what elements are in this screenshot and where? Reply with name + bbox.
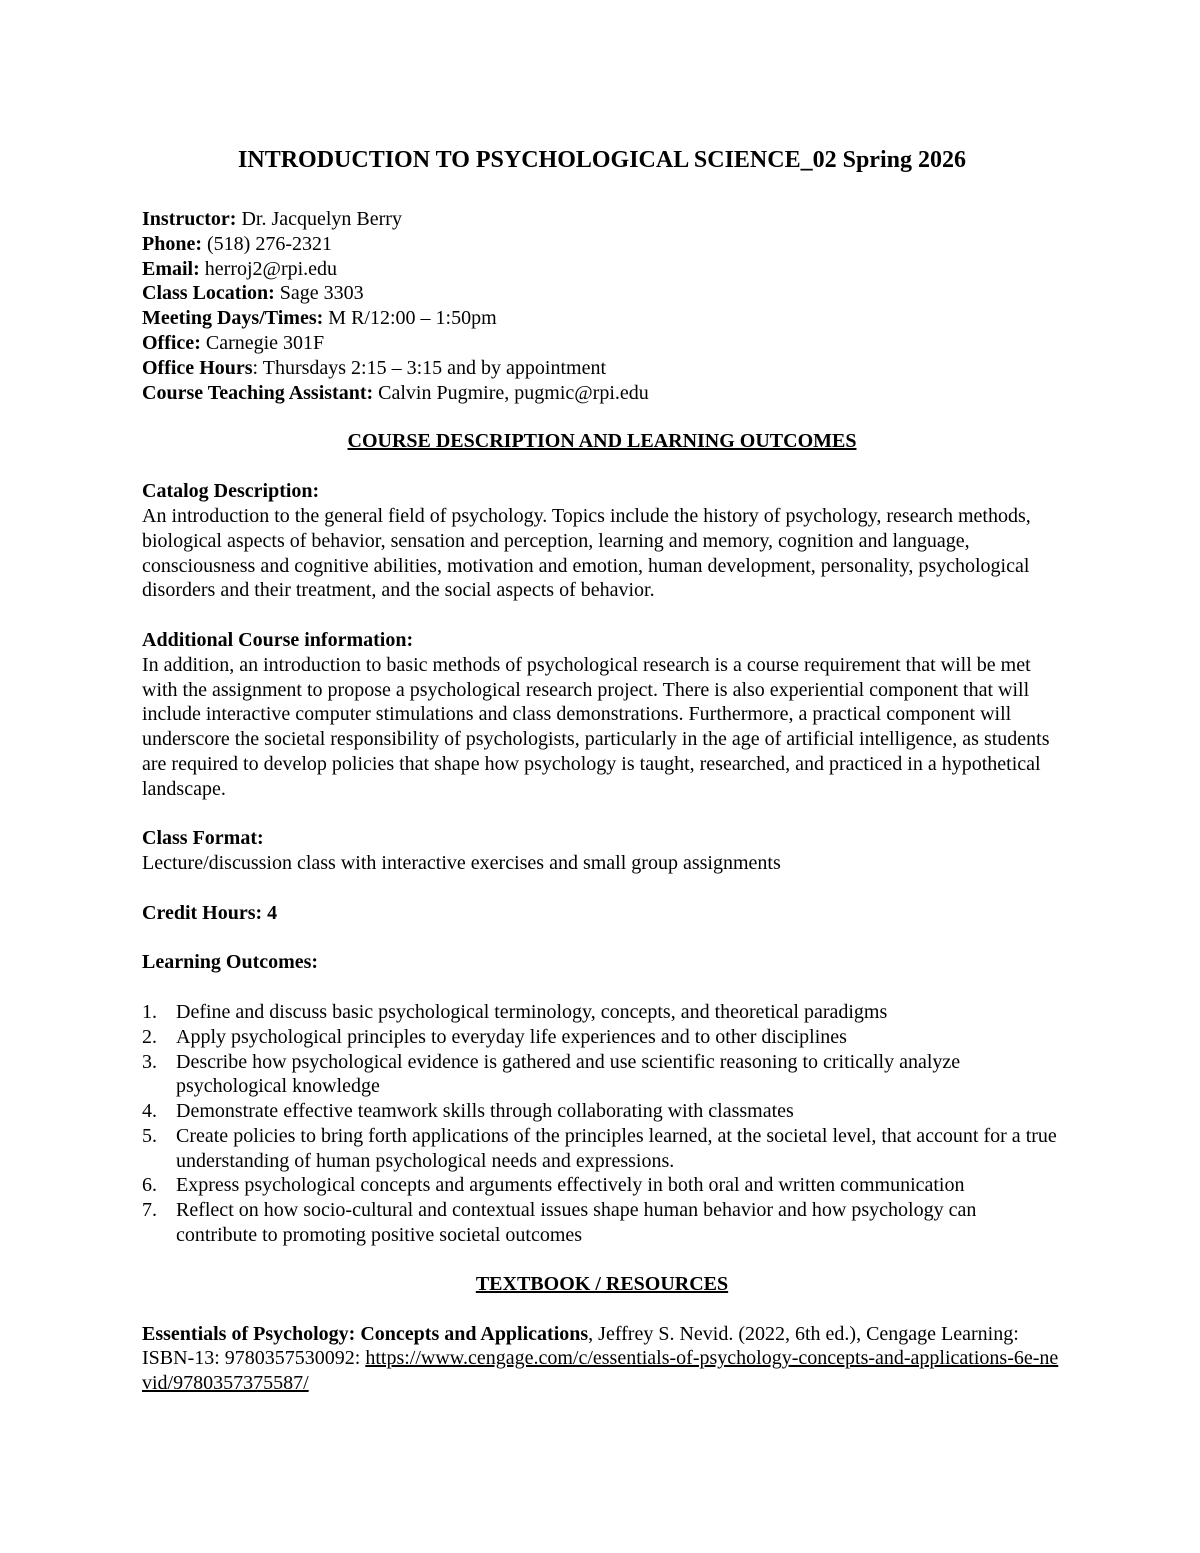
list-item-number: 4. [142, 1100, 157, 1123]
textbook-link[interactable]: https://www.cengage.com/c/essentials-of-psychology-concepts-and-applications-6e-nevid/9780357375587/ [142, 1347, 1059, 1395]
additional-info-text: In addition, an introduction to basic methods of psychological research is a course requirement that will be met with the assignment to propose a psychological research project. There is also experiential component that will include interactive computer stimulations and class demonstrations. Furthermore, a practical component will underscore the societal responsibility of psychologists, particularly in the age of artificial intelligence, as students are required to develop policies that shape how psychology is taught, researched, and practiced in a hypothetical landscape. [142, 653, 1050, 800]
class-location-line [142, 281, 1062, 306]
office-label: Office: [142, 331, 201, 354]
class-location-label: Class Location: [142, 282, 275, 305]
list-item-text: Apply psychological principles to everyday life experiences and to other disciplines [176, 1025, 847, 1048]
list-item-text: Reflect on how socio-cultural and contextual issues shape human behavior and how psychology can contribute to promoting positive societal outcomes [176, 1199, 977, 1247]
class-format-text: Lecture/discussion class with interactive exercises and small group assignments [142, 852, 781, 875]
learning-outcomes-list [142, 1000, 1062, 1248]
office-hours-line [142, 356, 1062, 381]
instructor-line [142, 207, 1062, 232]
catalog-description-block [142, 479, 1062, 603]
meeting-times-value: M R/12:00 – 1:50pm [323, 307, 497, 330]
phone-line [142, 232, 1062, 257]
instructor-value: Dr. Jacquelyn Berry [236, 208, 402, 230]
textbook-heading: TEXTBOOK / RESOURCES [475, 1272, 729, 1295]
teaching-assistant-label: Course Teaching Assistant: [142, 381, 374, 404]
textbook-title: Essentials of Psychology: Concepts and Applications [142, 1322, 589, 1345]
list-item [142, 1198, 1062, 1248]
phone-label: Phone: [142, 232, 202, 255]
meeting-times-label: Meeting Days/Times: [142, 307, 324, 330]
catalog-description-heading: Catalog Description: [142, 480, 320, 503]
list-item-number: 3. [142, 1050, 157, 1073]
page-title: INTRODUCTION TO PSYCHOLOGICAL SCIENCE_02 Spring 2026 [238, 147, 966, 173]
email-label: Email: [142, 257, 200, 280]
list-item-text: Demonstrate effective teamwork skills through collaborating with classmates [176, 1100, 794, 1123]
list-item-text: Create policies to bring forth applications of the principles learned, at the societal level, that account for a true understanding of human psychological needs and expressions. [176, 1124, 1057, 1172]
phone-value: (518) 276-2321 [202, 232, 332, 255]
course-info-block [142, 207, 1062, 405]
office-hours-value: : Thursdays 2:15 – 3:15 and by appointment [252, 356, 607, 379]
office-value: Carnegie 301F [200, 331, 325, 354]
list-item-text: Express psychological concepts and arguments effectively in both oral and written communication [176, 1174, 965, 1197]
list-item [142, 1000, 1062, 1025]
list-item [142, 1099, 1062, 1124]
textbook-details: , Jeffrey S. Nevid. (2022, 6th ed.), Cengage Learning: ISBN-13: 9780357530092: [142, 1322, 1019, 1370]
list-item-number: 1. [142, 1000, 157, 1023]
list-item [142, 1025, 1062, 1050]
course-description-heading: COURSE DESCRIPTION AND LEARNING OUTCOMES [347, 430, 857, 453]
additional-info-heading: Additional Course information: [142, 628, 414, 651]
additional-info-block [142, 628, 1062, 802]
list-item [142, 1124, 1062, 1174]
teaching-assistant-line [142, 381, 1062, 406]
email-line [142, 257, 1062, 282]
catalog-description-text: An introduction to the general field of psychology. Topics include the history of psychology, research methods, biological aspects of behavior, sensation and perception, learning and memory, cognition and language, consciousness and cognitive abilities, motivation and emotion, human development, personality, psychological disorders and their treatment, and the social aspects of behavior. [142, 504, 1031, 602]
list-item-number: 5. [142, 1124, 157, 1147]
office-line [142, 331, 1062, 356]
list-item-text: Describe how psychological evidence is gathered and use scientific reasoning to critically analyze psychological knowledge [176, 1050, 961, 1098]
class-format-block [142, 826, 1062, 876]
meeting-times-line [142, 306, 1062, 331]
teaching-assistant-value: Calvin Pugmire, pugmic@rpi.edu [373, 381, 649, 404]
credit-hours: Credit Hours: 4 [142, 901, 278, 924]
learning-outcomes-heading: Learning Outcomes: [142, 951, 319, 974]
document-content [142, 146, 1062, 1396]
textbook-entry [142, 1322, 1062, 1396]
list-item-text: Define and discuss basic psychological terminology, concepts, and theoretical paradigms [176, 1000, 888, 1023]
list-item [142, 1173, 1062, 1198]
office-hours-label: Office Hours [142, 356, 253, 379]
list-item [142, 1050, 1062, 1100]
list-item-number: 6. [142, 1174, 157, 1197]
list-item-number: 2. [142, 1025, 157, 1048]
class-format-heading: Class Format: [142, 827, 264, 850]
class-location-value: Sage 3303 [274, 282, 364, 305]
instructor-label: Instructor: [142, 208, 237, 230]
list-item-number: 7. [142, 1199, 157, 1222]
email-value: herroj2@rpi.edu [199, 257, 338, 280]
learning-outcomes-block [142, 950, 1062, 1248]
